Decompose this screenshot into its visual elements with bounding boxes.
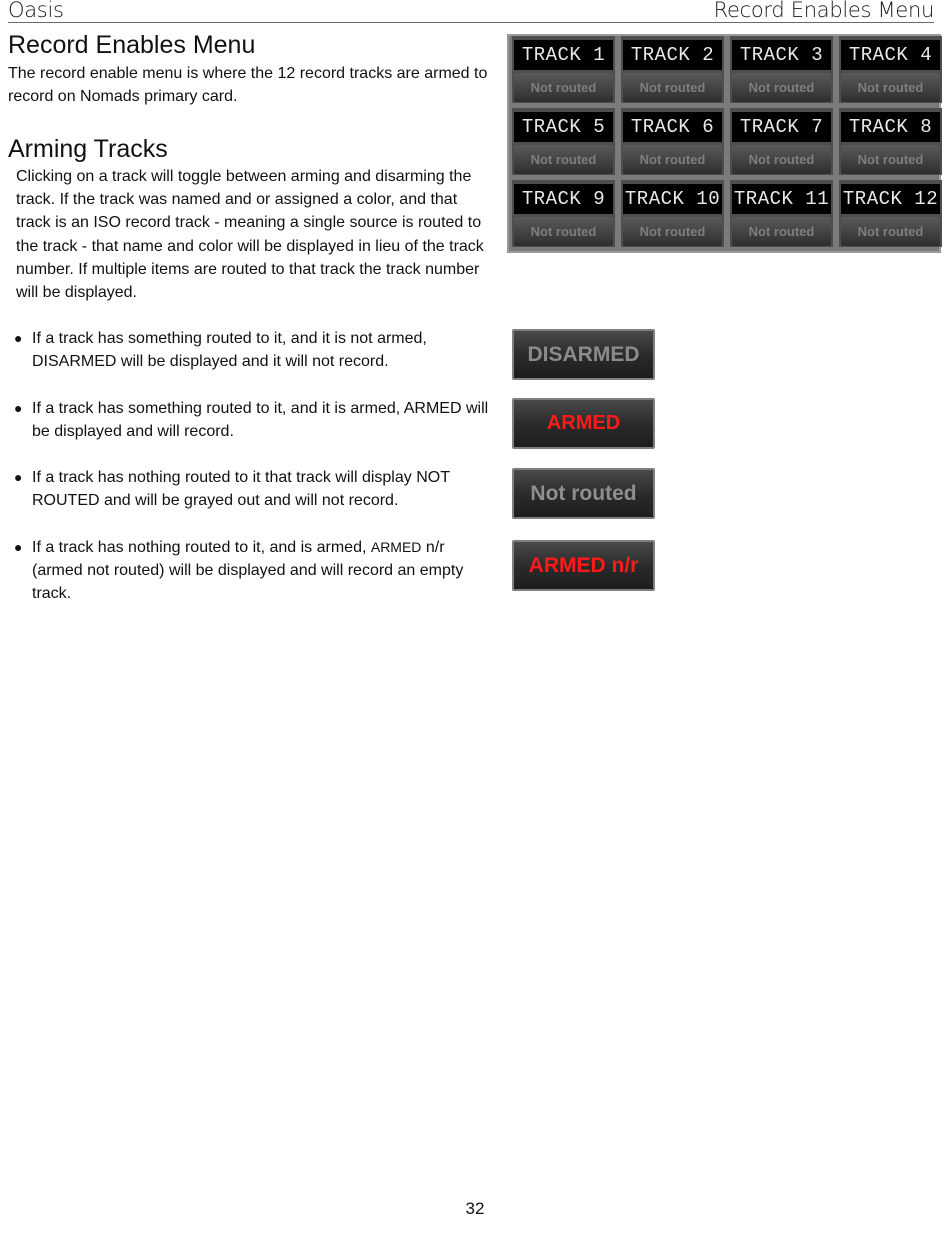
track-name: TRACK 10 (623, 184, 722, 214)
track-button-4[interactable] (839, 36, 942, 103)
track-button-11[interactable] (730, 180, 833, 247)
track-status: Not routed (732, 145, 831, 174)
running-header (8, 0, 934, 23)
track-button-5[interactable] (512, 108, 615, 175)
track-button-7[interactable] (730, 108, 833, 175)
track-button-3[interactable] (730, 36, 833, 103)
track-status: Not routed (841, 73, 940, 102)
not-routed-state-example: Not routed (512, 468, 655, 519)
track-name: TRACK 2 (623, 40, 722, 70)
track-name: TRACK 9 (514, 184, 613, 214)
page-number: 32 (465, 1199, 485, 1218)
track-name: TRACK 6 (623, 112, 722, 142)
armed-nr-state-example: ARMED n/r (512, 540, 655, 591)
bullet-dot: ● (14, 469, 23, 485)
arming-tracks-paragraph: Clicking on a track will toggle between arming and disarming the track. If the track was named and or assigned a color, and that track is an ISO record track - meaning a single source is routed to the track - that name and color will be displayed in lieu of the track number. If multiple items are routed to that track the track number will be displayed. (16, 168, 484, 302)
track-name: TRACK 3 (732, 40, 831, 70)
bullet-dot: ● (14, 400, 23, 416)
track-button-12[interactable] (839, 180, 942, 247)
track-status: Not routed (841, 217, 940, 246)
disarmed-state-example: DISARMED (512, 329, 655, 380)
armed-state-example: ARMED (512, 398, 655, 449)
track-name: TRACK 4 (841, 40, 940, 70)
bullet4-after: n/r (armed not routed) will be displayed and will record an empty track. (32, 539, 464, 603)
bullet-armed-nr (14, 536, 494, 606)
bullet4-armed-word: ARMED (370, 539, 422, 555)
track-button-6[interactable] (621, 108, 724, 175)
track-name: TRACK 11 (732, 184, 831, 214)
track-status: Not routed (732, 73, 831, 102)
track-status: Not routed (514, 217, 613, 246)
track-name: TRACK 8 (841, 112, 940, 142)
bullet-disarmed (14, 327, 494, 373)
track-status: Not routed (623, 217, 722, 246)
bullet-text: If a track has something routed to it, and it is not armed, DISARMED will be displayed and it will not record. (32, 330, 427, 371)
bullet-text (32, 536, 494, 606)
track-button-8[interactable] (839, 108, 942, 175)
bullet-not-routed (14, 466, 494, 512)
track-status: Not routed (514, 145, 613, 174)
track-status: Not routed (732, 217, 831, 246)
intro-paragraph: The record enable menu is where the 12 record tracks are armed to record on Nomads primary card. (8, 65, 488, 105)
bullet-dot: ● (14, 330, 23, 346)
header-doc-title: Oasis (8, 0, 64, 22)
track-status: Not routed (623, 145, 722, 174)
bullet-text: If a track has something routed to it, and it is armed, ARMED will be displayed and will record. (32, 400, 489, 441)
bullet-dot: ● (14, 539, 23, 555)
arming-tracks-heading: Arming Tracks (8, 135, 168, 163)
header-section-title: Record Enables Menu (713, 0, 934, 22)
track-status: Not routed (841, 145, 940, 174)
track-name: TRACK 12 (841, 184, 940, 214)
track-name: TRACK 1 (514, 40, 613, 70)
track-name: TRACK 5 (514, 112, 613, 142)
bullet-text: If a track has nothing routed to it that track will display NOT ROUTED and will be grayed out and will not record. (32, 469, 450, 510)
track-button-9[interactable] (512, 180, 615, 247)
track-name: TRACK 7 (732, 112, 831, 142)
record-enables-panel (507, 34, 941, 253)
bullet-armed (14, 397, 494, 443)
track-status: Not routed (514, 73, 613, 102)
track-button-2[interactable] (621, 36, 724, 103)
track-button-10[interactable] (621, 180, 724, 247)
section-title: Record Enables Menu (8, 31, 256, 59)
bullet4-before: If a track has nothing routed to it, and is armed, (32, 539, 371, 556)
track-status: Not routed (623, 73, 722, 102)
track-button-1[interactable] (512, 36, 615, 103)
